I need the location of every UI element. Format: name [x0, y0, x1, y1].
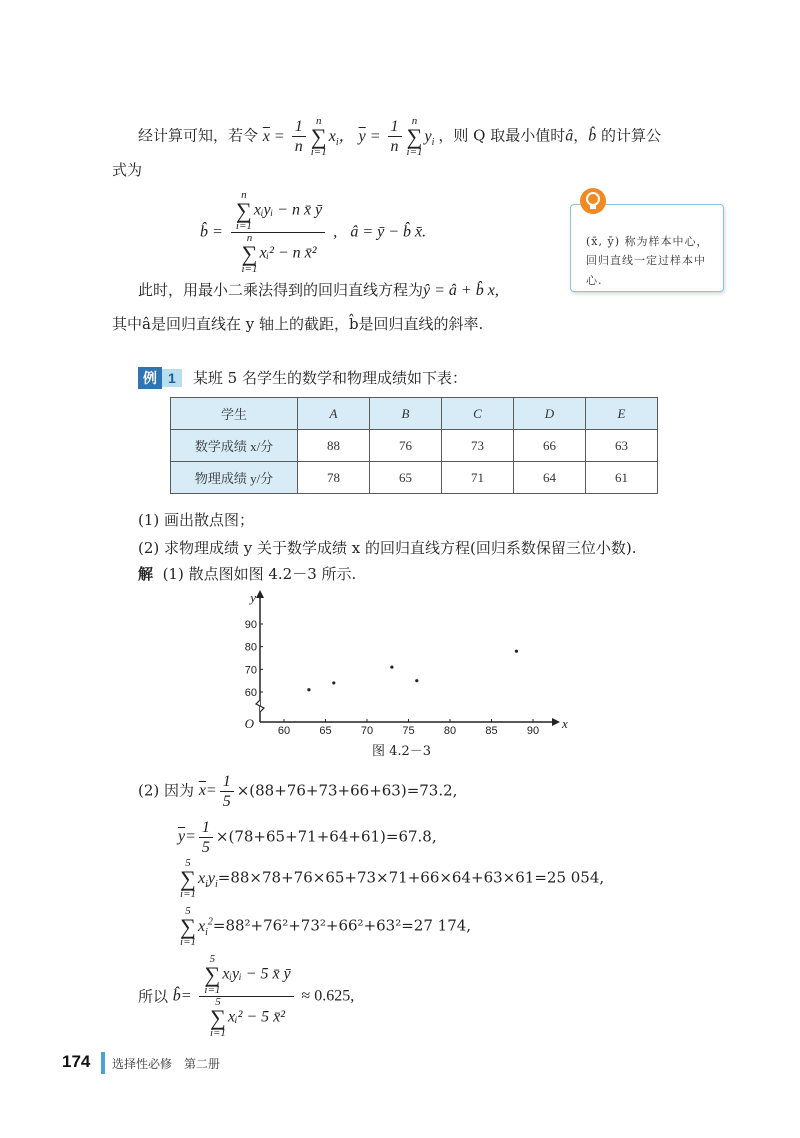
- calc-2-text: ×(78+65+71+64+61)=67.8,: [215, 827, 437, 846]
- x-axis-label: x: [562, 716, 568, 731]
- x-tick-label: 70: [360, 725, 374, 736]
- calc-5-pre: 所以: [138, 987, 169, 1006]
- intro-tail2: 的计算公: [601, 126, 662, 145]
- ols-line: [138, 278, 499, 304]
- axis-break: [256, 700, 264, 712]
- calc-4-text: =88²+76²+73²+66²+63²=27 174,: [212, 916, 472, 935]
- x-tick-label: 65: [319, 725, 332, 736]
- table-header-cell: C: [442, 398, 514, 430]
- intro-line2: 式为: [112, 161, 143, 179]
- scatter-point: [307, 688, 310, 691]
- table-cell: 78: [298, 462, 370, 494]
- bhat-den: xᵢ² − n x̄²: [259, 244, 317, 262]
- row-label: 数学成绩 x/分: [171, 430, 298, 462]
- x-tick-label: 60: [277, 725, 291, 736]
- solution-1: [138, 562, 356, 586]
- ols-eq: ŷ = â + b̂ x,: [423, 282, 499, 299]
- table-cell: 76: [370, 430, 442, 462]
- y-axis-arrow: [256, 590, 264, 598]
- question-2: (2) 求物理成绩 y 关于数学成绩 x 的回归直线方程(回归系数保留三位小数).: [138, 539, 637, 557]
- calc-5-result: ≈ 0.625,: [301, 987, 355, 1005]
- calc-5-num: xᵢyᵢ − 5 x̄ ȳ: [222, 965, 291, 983]
- question-1: (1) 画出散点图；: [138, 511, 255, 529]
- table-cell: 65: [370, 462, 442, 494]
- scatter-plot: [230, 588, 570, 736]
- table-row: [171, 430, 658, 462]
- intro-line: 经计算可知，若令 $\overline{x}$ = $\frac{1}{n}$ n ∑ $i=1x_i$， $\overline{y}$ = $\frac{1}{n}$ n ∑ $i=1y_i$ ，则 Q 取最小值时â，b̂ 的计算公: [138, 115, 662, 158]
- page-number: 174: [62, 1052, 91, 1071]
- solution-1-text: (1) 散点图如图 4.2－3 所示.: [162, 565, 357, 583]
- calc-line-4: 5 ∑ $i=1x_i^2=88^2+76^2+73^2+66^2+63^2=27$ 174,: [180, 905, 472, 948]
- x-tick-label: 80: [443, 725, 457, 736]
- table-cell: 64: [514, 462, 586, 494]
- a-hat-sym: â: [565, 127, 574, 145]
- solution-label: 解: [138, 565, 154, 583]
- origin-label: O: [244, 716, 254, 731]
- calc-1-pre: (2) 因为: [138, 781, 195, 800]
- calc-line-3: 5 ∑ $i=1x_iy_i=88\times 78+76\times 65+73\times 71+66\times 64+63\times 61=25$ 054,: [180, 857, 605, 900]
- ybar-def: $\overline{y}$ = $\frac{1}{n}$ n ∑ $i=1y_i$: [358, 115, 435, 158]
- book-title: 选择性必修 第二册: [112, 1057, 221, 1071]
- example-label: [138, 366, 467, 390]
- bhat-num: xᵢyᵢ − n x̄ ȳ: [253, 201, 323, 219]
- bhat-formula: b̂ = n ∑ i=1xᵢyᵢ − n x̄ ȳ n ∑ i=1xᵢ² − n x̄² , â = ȳ − b̂ x̄.: [200, 189, 427, 275]
- table-cell: 73: [442, 430, 514, 462]
- intro-lead: 经计算可知，若令: [138, 126, 259, 145]
- page-number-bar: [101, 1052, 105, 1074]
- figure-caption: 图 4.2－3: [372, 744, 432, 759]
- calc-5-den: xᵢ² − 5 x̄²: [227, 1008, 286, 1026]
- table-cell: 88: [298, 430, 370, 462]
- example-number: 1: [162, 369, 182, 387]
- scores-table: [170, 397, 658, 494]
- calc-line-2: $\overline{y}=$ $\frac{1}{5}$ ×(78+65+71+64+61)=67.8,: [178, 819, 437, 857]
- row-label: 物理成绩 y/分: [171, 462, 298, 494]
- calc-3-text: =88×78+76×65+73×71+66×64+63×61=25 054,: [217, 868, 605, 887]
- table-header-cell: D: [514, 398, 586, 430]
- y-tick-label: 80: [244, 641, 257, 654]
- example-badge: 例: [138, 367, 162, 389]
- ahat-formula: â = ȳ − b̂ x̄.: [350, 223, 427, 241]
- table-header-row: [171, 398, 658, 430]
- scatter-point: [515, 650, 518, 653]
- calc-1-text: ×(88+76+73+66+63)=73.2,: [236, 781, 458, 800]
- table-cell: 61: [586, 462, 658, 494]
- y-tick-label: 70: [244, 664, 257, 677]
- table-cell: 66: [514, 430, 586, 462]
- tip-text: (x̄, ȳ) 称为样本中心，回归直线一定过样本中心.: [586, 235, 709, 287]
- intercept-slope-line: 其中â是回归直线在 y 轴上的截距，b̂是回归直线的斜率.: [112, 315, 484, 333]
- scatter-point: [390, 665, 393, 668]
- ols-text: 此时，用最小二乘法得到的回归直线方程为: [138, 281, 424, 299]
- y-tick-label: 60: [244, 687, 257, 699]
- xbar-def: $\overline{x}$ = $\frac{1}{n}$ n ∑ $i=1x_i$，: [262, 115, 359, 158]
- calc-line-1: (2) 因为 $\overline{x}=$ $\frac{1}{5}$ ×(88+76+73+66+63)=73.2,: [138, 773, 458, 811]
- scatter-point: [415, 679, 418, 682]
- table-header-cell: A: [298, 398, 370, 430]
- table-cell: 71: [442, 462, 514, 494]
- b-hat-sym: b̂: [588, 127, 597, 145]
- y-axis-label: y: [250, 590, 256, 605]
- table-header-cell: 学生: [171, 398, 298, 430]
- table-cell: 63: [586, 430, 658, 462]
- lightbulb-icon: [578, 186, 608, 216]
- intro-tail: ，则 Q 取最小值时: [438, 126, 566, 145]
- y-tick-label: 90: [244, 619, 257, 631]
- x-tick-label: 90: [526, 725, 540, 736]
- x-tick-label: 85: [485, 725, 498, 736]
- table-row: [171, 462, 658, 494]
- x-tick-label: 75: [402, 725, 415, 736]
- calc-line-5: 所以 b̂= 5 ∑ i=1xᵢyᵢ − 5 x̄ ȳ 5 ∑ i=1xᵢ² − 5 x̄² ≈ 0.625,: [138, 953, 355, 1039]
- scatter-point: [332, 681, 335, 684]
- example-text: 某班 5 名学生的数学和物理成绩如下表：: [192, 369, 467, 387]
- table-header-cell: E: [586, 398, 658, 430]
- table-header-cell: B: [370, 398, 442, 430]
- x-axis-arrow: [552, 718, 560, 726]
